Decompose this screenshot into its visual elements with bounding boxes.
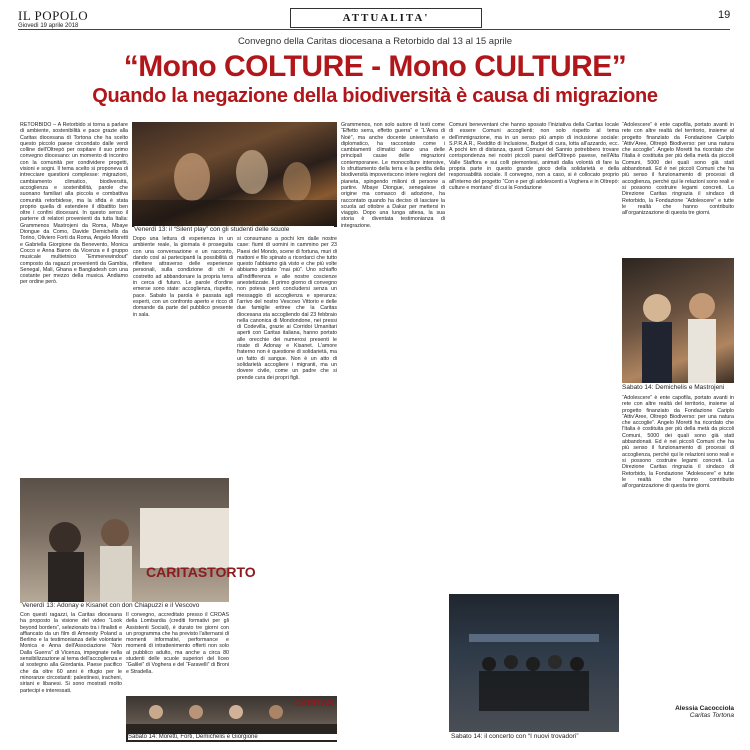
photo-caption-5: Sabato 14: il concerto con “I nuovi trovadori”	[451, 733, 619, 740]
photo-caption-1: Venerdì 13: il “Silent play” con gli studenti delle scuole	[134, 226, 334, 233]
photo-demichelis-image	[622, 258, 734, 383]
article-column-2	[133, 236, 233, 477]
page-number: 19	[718, 9, 731, 21]
signature-role: Caritas Tortona	[689, 712, 734, 719]
column-text: RETORBIDO – A Retorbido si torna a parlare di ambiente, sostenibilità e pace grazie alla Caritas diocesana di Tortona che ha scelto questo piccolo paese circondato dalle verdi colline dell'Oltrepò per ospitare il suo primo convegno diocesano: un momento di incontro con la comunità per condividere progetti, visioni e sogni. Il tema scelto si proponeva di intrecciare questioni complesse: migrazioni, cambiamento climatico, biodiversità, accoglienza e sostenibilità, parole che suonano familiari alla piccola e combattiva comunità retorbidese, ma la sfida è stata proprio quella di estendere il dibattito ben oltre i confini diocesani. In questo senso il parterre di relatori provenienti da tutta Italia: Grammenos Mastrojeni da Roma, Mbaye Diongue da Como, Davide Demichelis da Torino, Oliviero Forti da Roma, Angelo Moretti e Gabriella Giorgione da Benevento, Monica Cocco e Anna Baron da Vicenza e il gruppo musicale multietnico “Emmerewindout” composto da ragazzi provenienti da Gambia, Senegal, Mali, Ghana e Bangladesh con una costante per mezzo della musica. Andiamo per ordine però.	[20, 122, 128, 286]
article-column-2c	[126, 612, 229, 696]
photo-caption-3: Sabato 14: Demichelis e Mastrojeni	[622, 384, 734, 391]
photo-concerto	[449, 594, 619, 732]
photo-caption-4: Sabato 14: Moretti, Forti, Demichelis e Giorgione	[128, 734, 338, 740]
photo-demichelis-mastrojeni	[622, 258, 734, 383]
section-label: ATTUALITA'	[290, 8, 482, 28]
column-text: Comuni beneventani che hanno sposato l'iniziativa della Caritas locale di essere Comuni accoglienti; non solo rispetto al tema dell'immigrazione, ma in un senso più ampio di inclusione sociale: S.P.R.A.R., Reddito di Inclusione, Budget di cura, lotta all'azzardo, ecc. A pochi km di distanza, questi Comuni del Sannio potrebbero trovare corrispondenza nei nostri piccoli paesi dell'Oltrepò pavese, nell'Alta Valle Staffora e sui colli piemontesi, animati dalla volontà di fare la propria parte in questo grande gioco della solidarietà e della responsabilità sociale. Il convegno, non a caso, si è collocato proprio all'interno del progetto “Con e per gli adolescenti a Voghera e in Oltrepò: culture e montano” di cui la Fondazione	[449, 122, 619, 191]
photo-concerto-image	[449, 594, 619, 732]
issue-date: Giovedì 19 aprile 2018	[18, 23, 79, 29]
photo-caption-2: Venerdì 13: Adonay e Kisanet con don Chiapuzzi e il Vescovo	[22, 602, 229, 609]
signature-name: Alessia Cacocciola	[675, 705, 734, 712]
article-column-5	[449, 122, 619, 592]
newspaper-brand: IL POPOLO	[18, 8, 89, 23]
article-column-2b	[20, 612, 122, 744]
photo-silent-play-image	[132, 122, 337, 227]
column-text: Il convegno, accreditato presso il CROAS della Lombardia (crediti formativi per gli Assistenti Sociali), è durato tre giorni con un programma che ha previsto l'alternarsi di momenti informativi, performance e momenti di intrattenimento offerti non solo al pubblico adulto, ma anche a circa 80 studenti delle scuole superiori del liceo “Galilei” di Voghera e del “Faravelli” di Broni e Stradella.	[126, 612, 229, 675]
column-text: Dopo una lettura di esperienza in un ambiente reale, la giornata è proseguita con una conversazione e un racconto, dando così ai partecipanti la possibilità di riflettere attraverso delle esperienze personali, sulla condizione di chi è costretto ad abbandonare la propria terra in cerca di futuro. Le parole d'ordine emerse sono state: accoglienza, rispetto, pace. Sabato la parola è passata agli esperti, con un confronto aperto e ricco di domande da parte del pubblico presente in sala.	[133, 236, 233, 318]
article-subtitle: Quando la negazione della biodiversità è causa di migrazione	[92, 85, 658, 107]
column-text: Con questi ragazzi, la Caritas diocesana ha proposto la visione del video “Look beyond borders”, selezionato tra i finalisti e affiancato da un film di Amnesty Poland a Berlino e la testimonianza delle volontarie Monica e Anna dell'Associazione “Non Dalla Guerra” di Vicenza, impegnate nella sensibilizzazione al tema dell'accoglienza e al sostegno alla Giordania. Paese pacifico che da oltre 60 anni è rifugio per le minoranze circostanti: palestinesi, iracheni, siriani e libanesi. Si sono mostrati molto partecipi e interessati.	[20, 612, 122, 694]
article-kicker: Convegno della Caritas diocesana a Retorbido dal 13 al 15 aprile	[237, 36, 513, 47]
caritas-banner-text: CARITASTORTO	[146, 564, 256, 580]
article-title: “Mono COLTURE - Mono CULTURE”	[123, 50, 627, 83]
article-column-4	[341, 122, 445, 687]
column-text: si consumano a pochi km dalle nostre case: fiumi di uomini in cammino per 23 Paesi del Mondo, scene di fortuna, muri di mattoni e filo spinato a ricordarci che tutto questo l'abbiamo già visto e che più volte abbiamo gridato “mai più”. Uno schiaffo all'indifferenza e alle nostre coscienze anestetizzate. Il primo giorno di convegno non poteva però concludersi senza un messaggio di accoglienza e speranza: l'arrivo del nostro Vescovo Vittorio e delle due famiglie eritree che la Caritas diocesana sta accogliendo dal 23 febbraio nella canonica di Mondondone, nei pressi di Codevilla, grazie ai Corridoi Umanitari aperti con Caritas italiana, hanno portato alle orecchie dei numerosi presenti le risate di Adonay e Kisanet. L'amore fraterno non è questione di solidarietà, ma un fatto di sangue. Non è un atto di solidarietà accogliere i migranti, ma un dovere civile, come un padre che si prende cura dei propri figli.	[237, 236, 337, 381]
column-text: Grammenos, non solo autore di testi come “Effetto serra, effetto guerra” e “L'Area di Noè”, ma anche docente universitario e diplomatico, ha raccontato come i cambiamenti climatici siano una delle principali cause delle migrazioni contemporanee. Le monocolture intensive, lo sfruttamento della terra e la perdita della biodiversità impoveriscono intere regioni del pianeta, spingendo milioni di persone a partire. Mbaye Diongue, senegalese di origine ma comasco di adozione, ha raccontato quando ha deciso di lasciare la scuola ad ottobre a Dakar per mettersi in viaggio. Dopo una lunga attesa, la sua storia è diventata testimonianza di integrazione.	[341, 122, 445, 229]
photo-silent-play	[132, 122, 337, 227]
article-column-1	[20, 122, 128, 477]
caritas-banner-text-2: CARITAS	[294, 698, 334, 708]
column-text: “Adolescere” è ente capofila, portato avanti in rete con altre realtà del territorio, insieme al progetto finanziato da Fondazione Cariplo “Attiv'Aree, Oltrepò Biodiverso: per una natura che accoglie”. Angelo Moretti ha ricordato che l'Italia è costituita per più della metà da piccoli Comuni, 5000 dei quali sono già stati abbandonati. Ed è nei piccoli Comuni che ha più senso il funzionamento di processi di accoglienza, perché qui le relazioni sono reali e si possono costruire legami concreti. La Direzione Caritas ringrazia il sindaco di Retorbido, la Fondazione “Adolescere” e tutte le realtà che hanno contribuito all'organizzazione di questa tre giorni.	[622, 122, 734, 217]
photo-adonay-kisanet	[20, 478, 256, 603]
photo-adonay-kisanet-image	[20, 478, 229, 603]
article-column-7	[622, 395, 734, 695]
column-text: “Adolescere” è ente capofila, portato avanti in rete con altre realtà del territorio, insieme al progetto finanziato da Fondazione Cariplo “Attiv'Aree, Oltrepò Biodiverso: per una natura che accoglie”. Angelo Moretti ha ricordato che l'Italia è costituita per più della metà da piccoli Comuni, 5000 dei quali sono già stati abbandonati. Ed è nei piccoli Comuni che ha più senso il funzionamento di processi di accoglienza, perché qui le relazioni sono reali e si possono costruire legami concreti. La Direzione Caritas ringrazia il sindaco di Retorbido, la Fondazione “Adolescere” e tutte le realtà che hanno contribuito all'organizzazione di questa tre giorni.	[622, 395, 734, 490]
header-divider	[18, 29, 730, 30]
article-column-6	[622, 122, 734, 257]
article-signature	[622, 705, 734, 719]
article-column-3	[237, 236, 337, 696]
